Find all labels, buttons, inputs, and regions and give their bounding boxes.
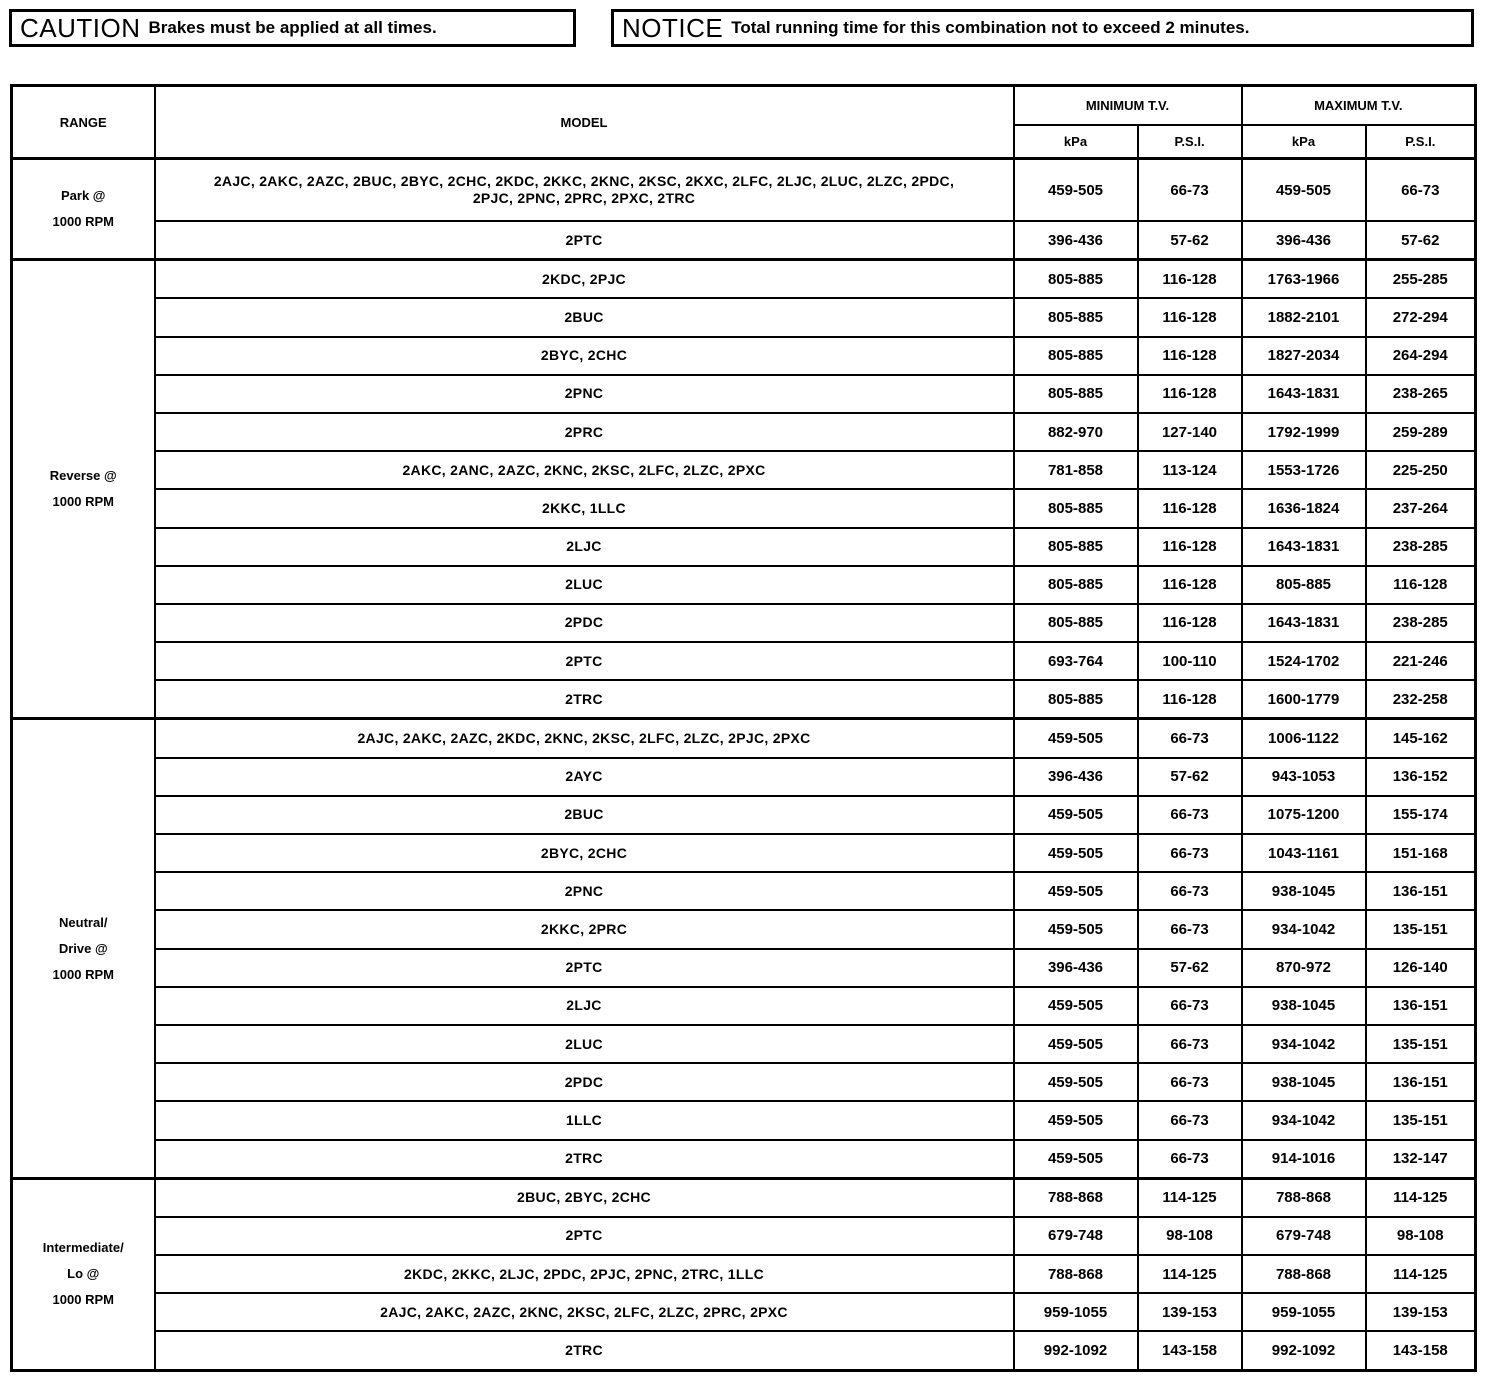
max-psi-cell: 232-258	[1366, 680, 1476, 719]
max-psi-cell: 221-246	[1366, 642, 1476, 680]
table-row	[12, 375, 1476, 413]
max-kpa-cell: 805-885	[1242, 566, 1366, 604]
model-column-header: MODEL	[155, 86, 1014, 159]
max-kpa-cell: 1075-1200	[1242, 796, 1366, 834]
model-cell: 2BUC, 2BYC, 2CHC	[155, 1178, 1014, 1217]
max-kpa-cell: 914-1016	[1242, 1140, 1366, 1179]
min-kpa-cell: 459-505	[1014, 719, 1138, 758]
model-cell: 2AJC, 2AKC, 2AZC, 2KNC, 2KSC, 2LFC, 2LZC, 2PRC, 2PXC	[155, 1293, 1014, 1331]
table-body	[12, 159, 1476, 1371]
min-kpa-cell: 805-885	[1014, 680, 1138, 719]
max-kpa-cell: 1763-1966	[1242, 260, 1366, 299]
max-psi-cell: 114-125	[1366, 1255, 1476, 1293]
range-cell: Park @ 1000 RPM	[12, 159, 155, 260]
min-kpa-cell: 805-885	[1014, 489, 1138, 527]
table-row	[12, 1063, 1476, 1101]
min-psi-cell: 116-128	[1138, 337, 1242, 375]
min-kpa-cell: 459-505	[1014, 910, 1138, 948]
max-kpa-cell: 1553-1726	[1242, 451, 1366, 489]
table-row	[12, 260, 1476, 299]
model-cell: 2PTC	[155, 949, 1014, 987]
range-column-header: RANGE	[12, 86, 155, 159]
min-psi-cell: 116-128	[1138, 298, 1242, 336]
model-cell: 2PTC	[155, 642, 1014, 680]
model-cell: 2BUC	[155, 298, 1014, 336]
table-row	[12, 1140, 1476, 1179]
max-psi-cell: 225-250	[1366, 451, 1476, 489]
model-cell: 2BYC, 2CHC	[155, 337, 1014, 375]
min-kpa-cell: 992-1092	[1014, 1331, 1138, 1370]
model-cell: 2PNC	[155, 872, 1014, 910]
max-kpa-cell: 1827-2034	[1242, 337, 1366, 375]
min-psi-cell: 113-124	[1138, 451, 1242, 489]
max-kpa-cell: 1792-1999	[1242, 413, 1366, 451]
model-cell: 2AJC, 2AKC, 2AZC, 2BUC, 2BYC, 2CHC, 2KDC, 2KKC, 2KNC, 2KSC, 2KXC, 2LFC, 2LJC, 2LUC, 2LZC, 2PDC, 2PJC, 2PNC, 2PRC, 2PXC, 2TRC	[155, 159, 1014, 222]
max-psi-cell: 272-294	[1366, 298, 1476, 336]
min-psi-cell: 98-108	[1138, 1217, 1242, 1255]
table-row	[12, 949, 1476, 987]
max-kpa-cell: 943-1053	[1242, 758, 1366, 796]
caution-text: Brakes must be applied at all times.	[148, 18, 437, 37]
model-cell: 2TRC	[155, 1140, 1014, 1179]
max-kpa-cell: 1636-1824	[1242, 489, 1366, 527]
tv-pressure-table	[10, 84, 1477, 1372]
min-psi-cell: 66-73	[1138, 834, 1242, 872]
min-kpa-cell: 781-858	[1014, 451, 1138, 489]
max-psi-cell: 136-152	[1366, 758, 1476, 796]
min-kpa-cell: 693-764	[1014, 642, 1138, 680]
max-kpa-cell: 1006-1122	[1242, 719, 1366, 758]
max-psi-cell: 66-73	[1366, 159, 1476, 222]
model-cell: 2PTC	[155, 221, 1014, 260]
min-kpa-cell: 459-505	[1014, 872, 1138, 910]
table-row	[12, 680, 1476, 719]
max-kpa-cell: 459-505	[1242, 159, 1366, 222]
range-cell: Reverse @ 1000 RPM	[12, 260, 155, 719]
table-row	[12, 1025, 1476, 1063]
min-kpa-header: kPa	[1014, 125, 1138, 159]
table-row	[12, 528, 1476, 566]
min-psi-cell: 114-125	[1138, 1178, 1242, 1217]
max-psi-cell: 136-151	[1366, 872, 1476, 910]
range-cell: Neutral/ Drive @ 1000 RPM	[12, 719, 155, 1178]
model-cell: 2PRC	[155, 413, 1014, 451]
table-row	[12, 159, 1476, 222]
max-psi-cell: 139-153	[1366, 1293, 1476, 1331]
table-row	[12, 642, 1476, 680]
table-row	[12, 987, 1476, 1025]
model-cell: 2AJC, 2AKC, 2AZC, 2KDC, 2KNC, 2KSC, 2LFC, 2LZC, 2PJC, 2PXC	[155, 719, 1014, 758]
min-psi-cell: 100-110	[1138, 642, 1242, 680]
max-psi-cell: 132-147	[1366, 1140, 1476, 1179]
max-psi-cell: 135-151	[1366, 1025, 1476, 1063]
table-row	[12, 604, 1476, 642]
max-kpa-cell: 1643-1831	[1242, 604, 1366, 642]
min-psi-cell: 66-73	[1138, 719, 1242, 758]
min-kpa-cell: 805-885	[1014, 604, 1138, 642]
caution-banner	[9, 9, 576, 47]
max-kpa-cell: 1643-1831	[1242, 528, 1366, 566]
min-psi-cell: 116-128	[1138, 489, 1242, 527]
model-cell: 2PDC	[155, 604, 1014, 642]
max-kpa-cell: 934-1042	[1242, 1101, 1366, 1139]
model-cell: 1LLC	[155, 1101, 1014, 1139]
model-cell: 2TRC	[155, 680, 1014, 719]
min-psi-cell: 57-62	[1138, 949, 1242, 987]
max-kpa-cell: 938-1045	[1242, 987, 1366, 1025]
max-kpa-cell: 1882-2101	[1242, 298, 1366, 336]
max-kpa-cell: 1643-1831	[1242, 375, 1366, 413]
min-psi-cell: 127-140	[1138, 413, 1242, 451]
min-psi-cell: 114-125	[1138, 1255, 1242, 1293]
table-row	[12, 1293, 1476, 1331]
min-psi-cell: 66-73	[1138, 1101, 1242, 1139]
min-psi-cell: 116-128	[1138, 375, 1242, 413]
max-psi-header: P.S.I.	[1366, 125, 1476, 159]
max-kpa-cell: 1043-1161	[1242, 834, 1366, 872]
model-cell: 2KDC, 2KKC, 2LJC, 2PDC, 2PJC, 2PNC, 2TRC, 1LLC	[155, 1255, 1014, 1293]
min-kpa-cell: 459-505	[1014, 1063, 1138, 1101]
min-kpa-cell: 396-436	[1014, 221, 1138, 260]
min-kpa-cell: 459-505	[1014, 834, 1138, 872]
model-cell: 2AKC, 2ANC, 2AZC, 2KNC, 2KSC, 2LFC, 2LZC, 2PXC	[155, 451, 1014, 489]
max-psi-cell: 135-151	[1366, 910, 1476, 948]
max-psi-cell: 143-158	[1366, 1331, 1476, 1370]
max-psi-cell: 114-125	[1366, 1178, 1476, 1217]
model-cell: 2LJC	[155, 528, 1014, 566]
min-kpa-cell: 805-885	[1014, 375, 1138, 413]
max-kpa-header: kPa	[1242, 125, 1366, 159]
max-psi-cell: 136-151	[1366, 987, 1476, 1025]
max-psi-cell: 155-174	[1366, 796, 1476, 834]
min-kpa-cell: 459-505	[1014, 159, 1138, 222]
min-psi-cell: 66-73	[1138, 987, 1242, 1025]
table-row	[12, 298, 1476, 336]
min-psi-cell: 116-128	[1138, 566, 1242, 604]
model-cell: 2PDC	[155, 1063, 1014, 1101]
model-cell: 2LUC	[155, 1025, 1014, 1063]
table-row	[12, 910, 1476, 948]
min-kpa-cell: 396-436	[1014, 949, 1138, 987]
max-kpa-cell: 934-1042	[1242, 1025, 1366, 1063]
min-psi-cell: 57-62	[1138, 758, 1242, 796]
min-psi-cell: 116-128	[1138, 604, 1242, 642]
caution-heading: CAUTION	[20, 12, 141, 43]
min-psi-cell: 66-73	[1138, 872, 1242, 910]
min-kpa-cell: 459-505	[1014, 1101, 1138, 1139]
min-psi-header: P.S.I.	[1138, 125, 1242, 159]
table-row	[12, 758, 1476, 796]
max-kpa-cell: 938-1045	[1242, 872, 1366, 910]
min-psi-cell: 66-73	[1138, 1140, 1242, 1179]
max-psi-cell: 145-162	[1366, 719, 1476, 758]
min-psi-cell: 66-73	[1138, 1025, 1242, 1063]
min-kpa-cell: 959-1055	[1014, 1293, 1138, 1331]
max-psi-cell: 255-285	[1366, 260, 1476, 299]
min-psi-cell: 57-62	[1138, 221, 1242, 260]
max-psi-cell: 237-264	[1366, 489, 1476, 527]
min-psi-cell: 116-128	[1138, 680, 1242, 719]
table-row	[12, 834, 1476, 872]
model-cell: 2AYC	[155, 758, 1014, 796]
min-kpa-cell: 459-505	[1014, 987, 1138, 1025]
model-cell: 2KKC, 2PRC	[155, 910, 1014, 948]
min-psi-cell: 66-73	[1138, 1063, 1242, 1101]
maximum-tv-header: MAXIMUM T.V.	[1242, 86, 1476, 126]
min-psi-cell: 66-73	[1138, 910, 1242, 948]
min-kpa-cell: 788-868	[1014, 1178, 1138, 1217]
model-cell: 2BYC, 2CHC	[155, 834, 1014, 872]
min-kpa-cell: 459-505	[1014, 796, 1138, 834]
max-psi-cell: 57-62	[1366, 221, 1476, 260]
max-psi-cell: 98-108	[1366, 1217, 1476, 1255]
table-row	[12, 1331, 1476, 1370]
max-kpa-cell: 870-972	[1242, 949, 1366, 987]
min-psi-cell: 66-73	[1138, 159, 1242, 222]
table-row	[12, 221, 1476, 260]
max-kpa-cell: 1524-1702	[1242, 642, 1366, 680]
max-kpa-cell: 1600-1779	[1242, 680, 1366, 719]
max-psi-cell: 238-285	[1366, 604, 1476, 642]
model-cell: 2BUC	[155, 796, 1014, 834]
min-psi-cell: 143-158	[1138, 1331, 1242, 1370]
max-kpa-cell: 959-1055	[1242, 1293, 1366, 1331]
max-kpa-cell: 788-868	[1242, 1178, 1366, 1217]
model-cell: 2KKC, 1LLC	[155, 489, 1014, 527]
table-row	[12, 719, 1476, 758]
min-kpa-cell: 459-505	[1014, 1140, 1138, 1179]
table-row	[12, 489, 1476, 527]
model-cell: 2KDC, 2PJC	[155, 260, 1014, 299]
max-psi-cell: 116-128	[1366, 566, 1476, 604]
minimum-tv-header: MINIMUM T.V.	[1014, 86, 1242, 126]
table-row	[12, 413, 1476, 451]
min-psi-cell: 116-128	[1138, 260, 1242, 299]
min-kpa-cell: 396-436	[1014, 758, 1138, 796]
max-kpa-cell: 992-1092	[1242, 1331, 1366, 1370]
model-cell: 2LJC	[155, 987, 1014, 1025]
min-psi-cell: 66-73	[1138, 796, 1242, 834]
max-kpa-cell: 934-1042	[1242, 910, 1366, 948]
max-psi-cell: 136-151	[1366, 1063, 1476, 1101]
max-kpa-cell: 938-1045	[1242, 1063, 1366, 1101]
max-kpa-cell: 396-436	[1242, 221, 1366, 260]
max-psi-cell: 151-168	[1366, 834, 1476, 872]
min-psi-cell: 116-128	[1138, 528, 1242, 566]
table-row	[12, 1178, 1476, 1217]
min-kpa-cell: 459-505	[1014, 1025, 1138, 1063]
model-cell: 2PTC	[155, 1217, 1014, 1255]
max-kpa-cell: 679-748	[1242, 1217, 1366, 1255]
model-cell: 2TRC	[155, 1331, 1014, 1370]
max-psi-cell: 126-140	[1366, 949, 1476, 987]
table-row	[12, 796, 1476, 834]
table-row	[12, 1217, 1476, 1255]
table-row	[12, 1101, 1476, 1139]
min-kpa-cell: 805-885	[1014, 298, 1138, 336]
max-psi-cell: 259-289	[1366, 413, 1476, 451]
min-psi-cell: 139-153	[1138, 1293, 1242, 1331]
min-kpa-cell: 805-885	[1014, 337, 1138, 375]
model-cell: 2PNC	[155, 375, 1014, 413]
notice-banner	[611, 9, 1474, 47]
min-kpa-cell: 788-868	[1014, 1255, 1138, 1293]
notice-heading: NOTICE	[622, 12, 724, 43]
min-kpa-cell: 805-885	[1014, 566, 1138, 604]
max-psi-cell: 135-151	[1366, 1101, 1476, 1139]
min-kpa-cell: 882-970	[1014, 413, 1138, 451]
min-kpa-cell: 805-885	[1014, 260, 1138, 299]
table-row	[12, 872, 1476, 910]
min-kpa-cell: 679-748	[1014, 1217, 1138, 1255]
table-row	[12, 1255, 1476, 1293]
table-row	[12, 451, 1476, 489]
table-row	[12, 337, 1476, 375]
table-row	[12, 566, 1476, 604]
max-psi-cell: 238-285	[1366, 528, 1476, 566]
min-kpa-cell: 805-885	[1014, 528, 1138, 566]
max-psi-cell: 264-294	[1366, 337, 1476, 375]
range-cell: Intermediate/ Lo @ 1000 RPM	[12, 1178, 155, 1370]
notice-text: Total running time for this combination not to exceed 2 minutes.	[731, 18, 1250, 37]
max-psi-cell: 238-265	[1366, 375, 1476, 413]
model-cell: 2LUC	[155, 566, 1014, 604]
max-kpa-cell: 788-868	[1242, 1255, 1366, 1293]
